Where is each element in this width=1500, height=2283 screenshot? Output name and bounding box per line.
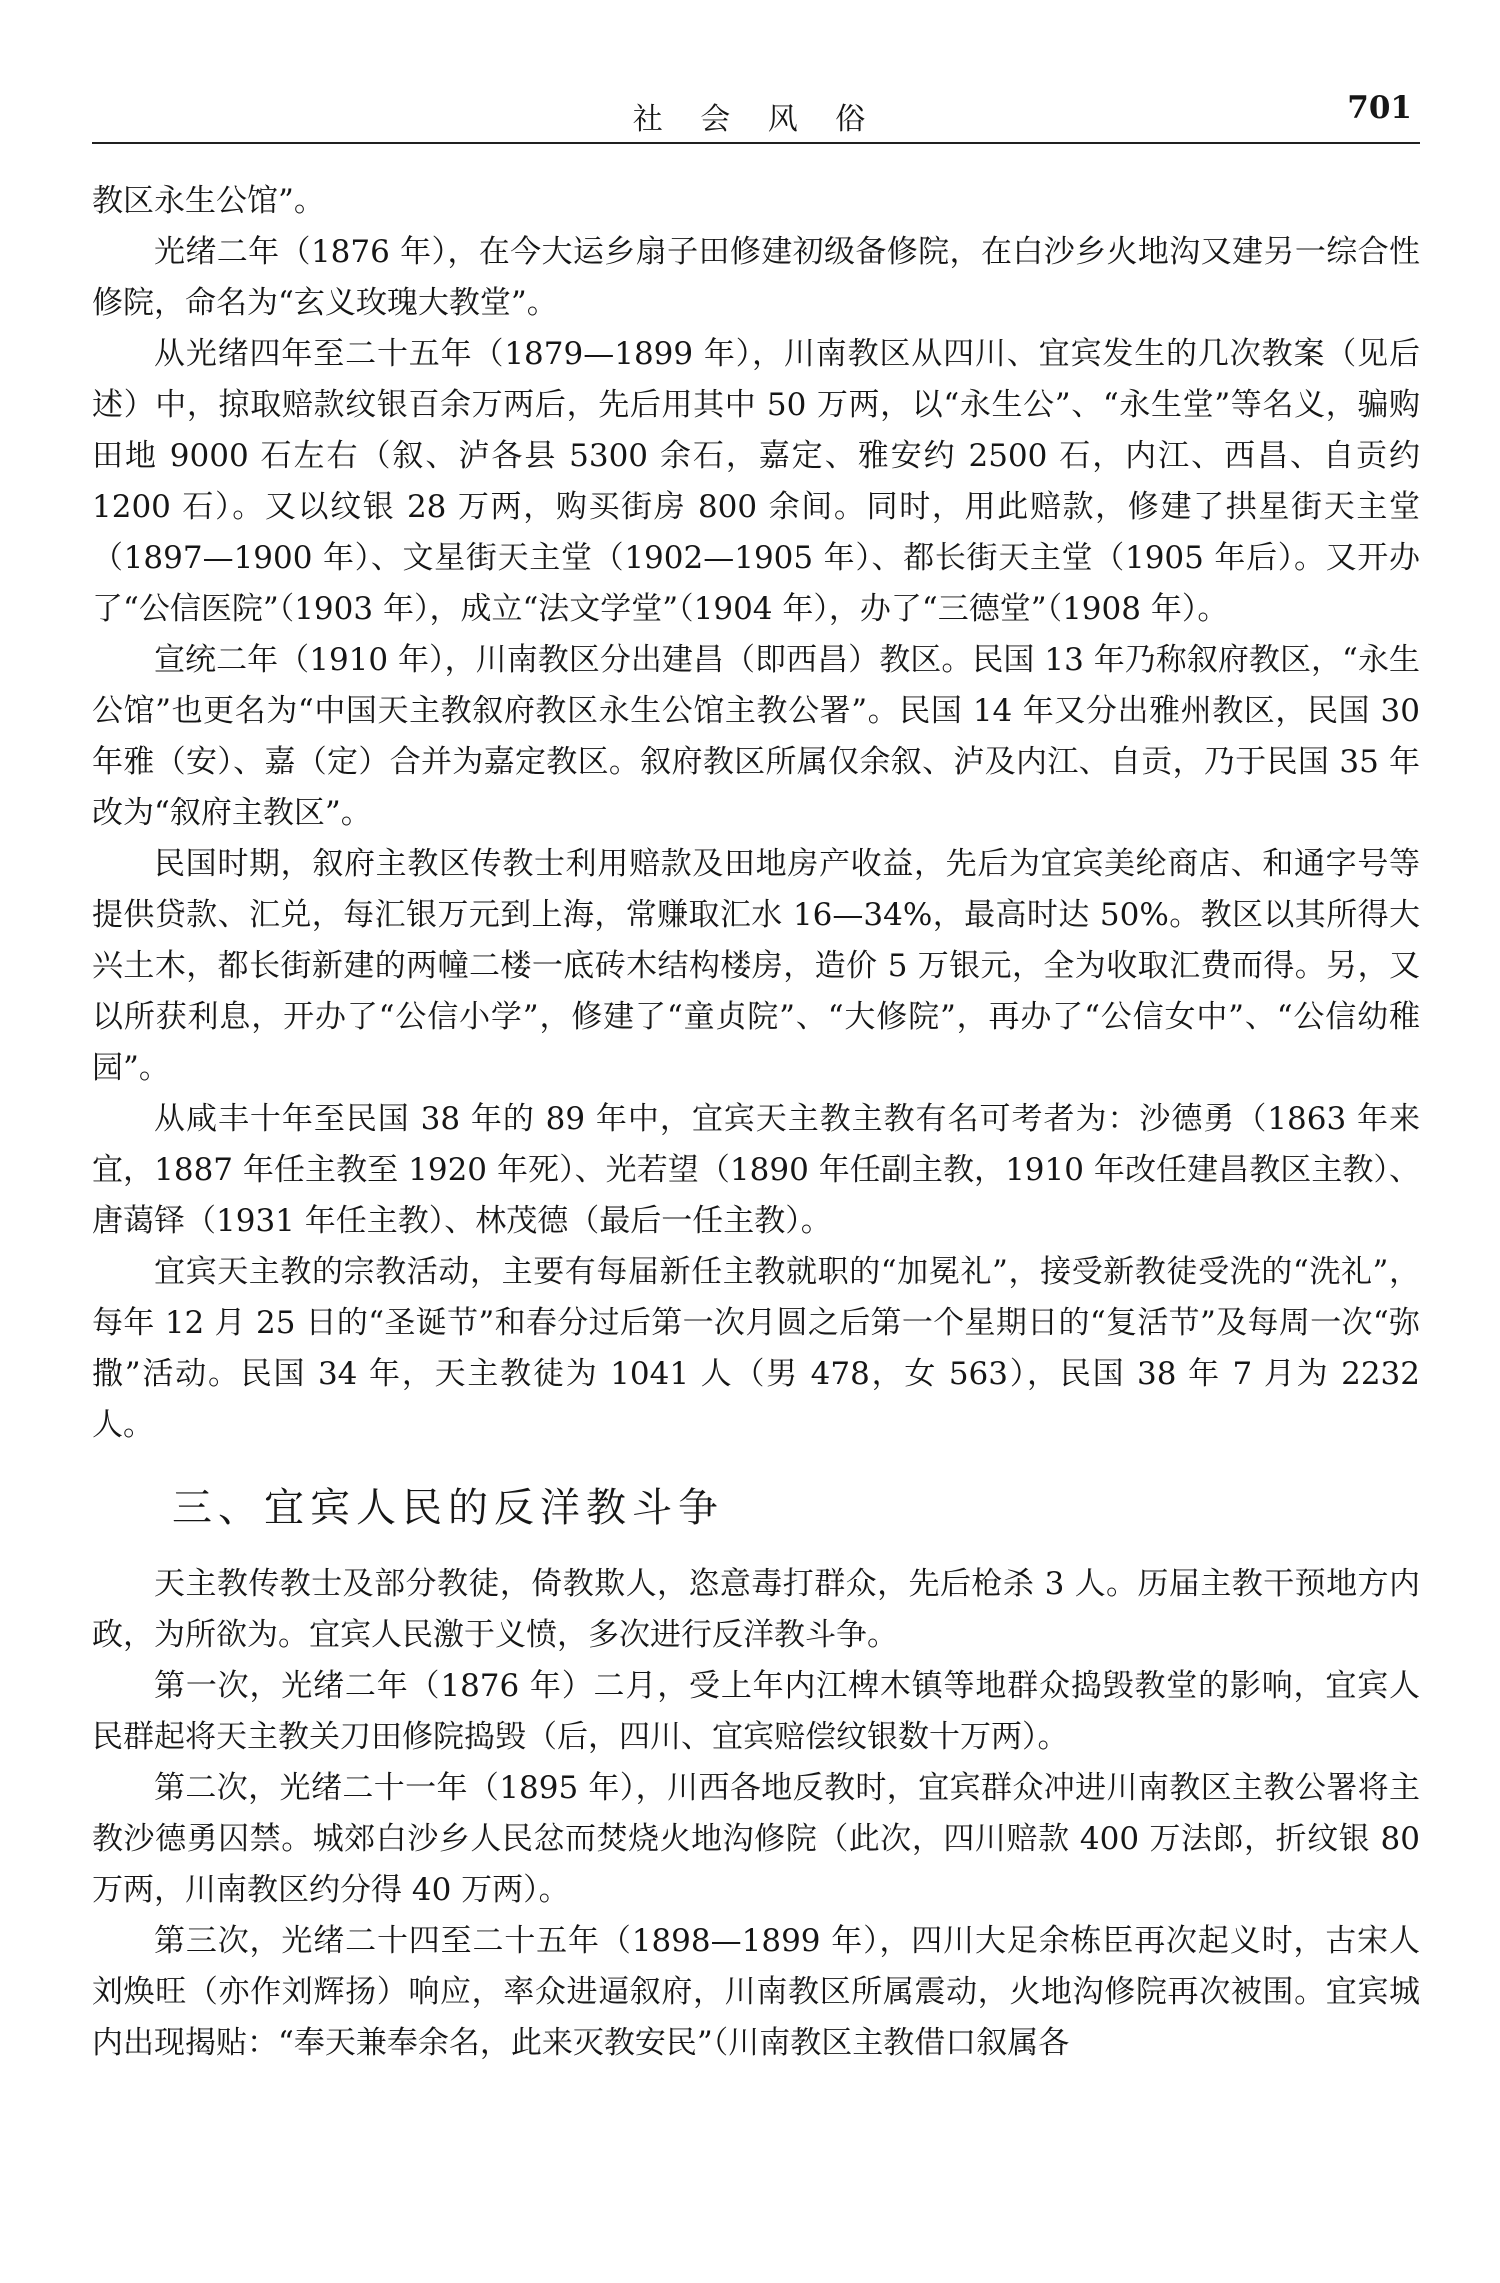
header-rule bbox=[92, 142, 1420, 144]
paragraph: 教区永生公馆”。 bbox=[92, 183, 325, 219]
paragraph: 第一次，光绪二年（1876 年）二月，受上年内江椑木镇等地群众捣毁教堂的影响，宜宾人民群起将天主教关刀田修院捣毁（后，四川、宜宾赔偿纹银数十万两）。 bbox=[92, 1668, 1420, 1755]
running-title: 社 会 风 俗 bbox=[632, 102, 880, 137]
body-text bbox=[92, 176, 1420, 2069]
paragraph: 光绪二年（1876 年），在今大运乡扇子田修建初级备修院，在白沙乡火地沟又建另一综合性修院，命名为“玄义玫瑰大教堂”。 bbox=[92, 234, 1420, 321]
paragraph: 从咸丰十年至民国 38 年的 89 年中，宜宾天主教主教有名可考者为：沙德勇（1863 年来宜，1887 年任主教至 1920 年死）、光若望（1890 年任副主教，1910 年改任建昌教区主教）、唐蔼铎（1931 年任主教）、林茂德（最后一任主教）。 bbox=[92, 1101, 1420, 1239]
paragraph: 从光绪四年至二十五年（1879—1899 年），川南教区从四川、宜宾发生的几次教案（见后述）中，掠取赔款纹银百余万两后，先后用其中 50 万两，以“永生公”、“永生堂”等名义，骗购田地 9000 石左右（叙、泸各县 5300 余石，嘉定、雅安约 2500 石，内江、西昌、自贡约 1200 石）。又以纹银 28 万两，购买街房 800 余间。同时，用此赔款，修建了拱星街天主堂（1897—1900 年）、文星街天主堂（1902—1905 年）、都长街天主堂（1905 年后）。又开办了“公信医院”（1903 年），成立“法文学堂”（1904 年），办了“三德堂”（1908 年）。 bbox=[92, 336, 1420, 627]
page-header bbox=[92, 86, 1420, 142]
section-heading: 三、宜宾人民的反洋教斗争 bbox=[172, 1485, 724, 1531]
paragraph: 民国时期，叙府主教区传教士利用赔款及田地房产收益，先后为宜宾美纶商店、和通字号等提供贷款、汇兑，每汇银万元到上海，常赚取汇水 16—34%，最高时达 50%。教区以其所得大兴土木，都长街新建的两幢二楼一底砖木结构楼房，造价 5 万银元，全为收取汇费而得。另，又以所获利息，开办了“公信小学”，修建了“童贞院”、“大修院”，再办了“公信女中”、“公信幼稚园”。 bbox=[92, 846, 1420, 1086]
paragraph: 第三次，光绪二十四至二十五年（1898—1899 年），四川大足余栋臣再次起义时，古宋人刘焕旺（亦作刘辉扬）响应，率众进逼叙府，川南教区所属震动，火地沟修院再次被围。宜宾城内出现揭贴：“奉天兼奉余名，此来灭教安民”（川南教区主教借口叙属各 bbox=[92, 1923, 1420, 2061]
paragraph: 天主教传教士及部分教徒，倚教欺人，恣意毒打群众，先后枪杀 3 人。历届主教干预地方内政，为所欲为。宜宾人民激于义愤，多次进行反洋教斗争。 bbox=[92, 1566, 1420, 1653]
page-number: 701 bbox=[1347, 90, 1412, 126]
paragraph: 宣统二年（1910 年），川南教区分出建昌（即西昌）教区。民国 13 年乃称叙府教区，“永生公馆”也更名为“中国天主教叙府教区永生公馆主教公署”。民国 14 年又分出雅州教区，民国 30 年雅（安）、嘉（定）合并为嘉定教区。叙府教区所属仅余叙、泸及内江、自贡，乃于民国 35 年改为“叙府主教区”。 bbox=[92, 642, 1420, 831]
paragraph: 宜宾天主教的宗教活动，主要有每届新任主教就职的“加冕礼”，接受新教徒受洗的“洗礼”，每年 12 月 25 日的“圣诞节”和春分过后第一次月圆之后第一个星期日的“复活节”及每周一次“弥撒”活动。民国 34 年，天主教徒为 1041 人（男 478，女 563），民国 38 年 7 月为 2232 人。 bbox=[92, 1254, 1420, 1443]
paragraph: 第二次，光绪二十一年（1895 年），川西各地反教时，宜宾群众冲进川南教区主教公署将主教沙德勇囚禁。城郊白沙乡人民忿而焚烧火地沟修院（此次，四川赔款 400 万法郎，折纹银 80 万两，川南教区约分得 40 万两）。 bbox=[92, 1770, 1420, 1908]
